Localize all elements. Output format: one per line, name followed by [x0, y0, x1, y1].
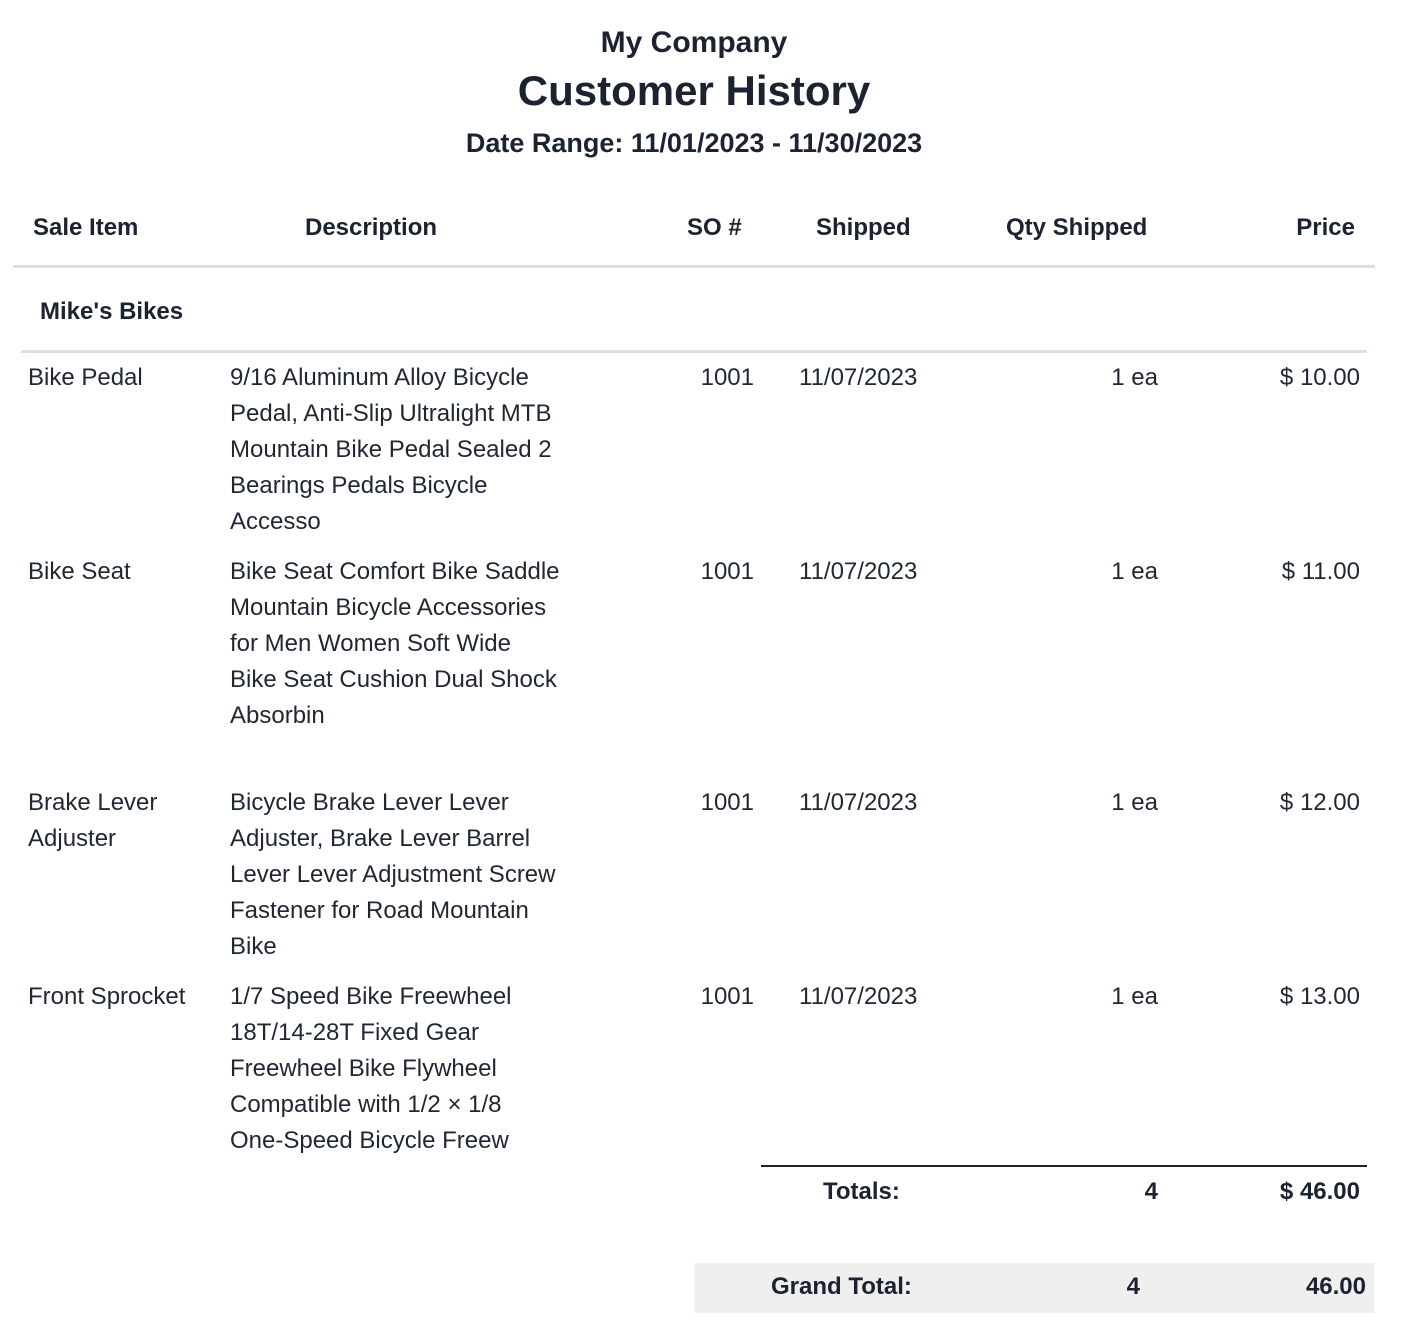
column-header-shipped: Shipped — [816, 214, 911, 241]
qty-shipped-cell: 1 ea — [1111, 558, 1158, 585]
header-divider — [13, 265, 1375, 268]
customer-group-name: Mike's Bikes — [40, 298, 184, 325]
totals-label: Totals: — [823, 1178, 900, 1205]
price-cell: $ 11.00 — [1281, 558, 1360, 585]
sale-item-cell: Front Sprocket — [28, 983, 186, 1010]
totals-divider — [761, 1165, 1367, 1167]
group-divider — [21, 350, 1367, 353]
price-cell: $ 10.00 — [1279, 364, 1360, 391]
report-title: Customer History — [517, 67, 871, 114]
qty-shipped-cell: 1 ea — [1111, 364, 1158, 391]
sale-item-cell: Bike Pedal — [28, 364, 143, 391]
column-header-price: Price — [1296, 214, 1355, 241]
grand-total-qty: 4 — [1126, 1273, 1140, 1300]
shipped-date-cell: 11/07/2023 — [799, 558, 918, 585]
so-number-cell: 1001 — [700, 983, 754, 1010]
column-header-sale-item: Sale Item — [33, 214, 139, 241]
shipped-date-cell: 11/07/2023 — [799, 983, 918, 1010]
column-header-qty-shipped: Qty Shipped — [1006, 214, 1148, 241]
shipped-date-cell: 11/07/2023 — [799, 789, 918, 816]
so-number-cell: 1001 — [700, 789, 754, 816]
totals-qty: 4 — [1144, 1178, 1158, 1205]
price-cell: $ 12.00 — [1279, 789, 1360, 816]
qty-shipped-cell: 1 ea — [1111, 789, 1158, 816]
sale-item-cell: Bike Seat — [28, 558, 131, 585]
company-name: My Company — [600, 26, 788, 59]
description-cell: 9/16 Aluminum Alloy Bicycle Pedal, Anti-Slip Ultralight MTB Mountain Bike Pedal Sealed 2 Bearings Pedals Bicycle Accesso — [230, 364, 552, 535]
description-cell: Bicycle Brake Lever Lever Adjuster, Brake Lever Barrel Lever Lever Adjustment Screw Fastener for Road Mountain Bike — [230, 789, 556, 960]
description-cell: 1/7 Speed Bike Freewheel 18T/14-28T Fixed Gear Freewheel Bike Flywheel Compatible with 1/2 × 1/8 One-Speed Bicycle Freew — [230, 983, 512, 1154]
description-cell: Bike Seat Comfort Bike Saddle Mountain Bicycle Accessories for Men Women Soft Wide Bike Seat Cushion Dual Shock Absorbin — [230, 558, 560, 729]
date-range: Date Range: 11/01/2023 - 11/30/2023 — [465, 128, 923, 158]
so-number-cell: 1001 — [700, 558, 754, 585]
column-header-so-number: SO # — [687, 214, 742, 241]
shipped-date-cell: 11/07/2023 — [799, 364, 918, 391]
column-header-description: Description — [305, 214, 438, 241]
price-cell: $ 13.00 — [1279, 983, 1360, 1010]
qty-shipped-cell: 1 ea — [1111, 983, 1158, 1010]
grand-total-amount: 46.00 — [1305, 1273, 1366, 1300]
sale-item-cell: Brake Lever Adjuster — [28, 789, 158, 852]
totals-price: $ 46.00 — [1279, 1178, 1360, 1205]
so-number-cell: 1001 — [700, 364, 754, 391]
grand-total-label: Grand Total: — [771, 1273, 912, 1300]
